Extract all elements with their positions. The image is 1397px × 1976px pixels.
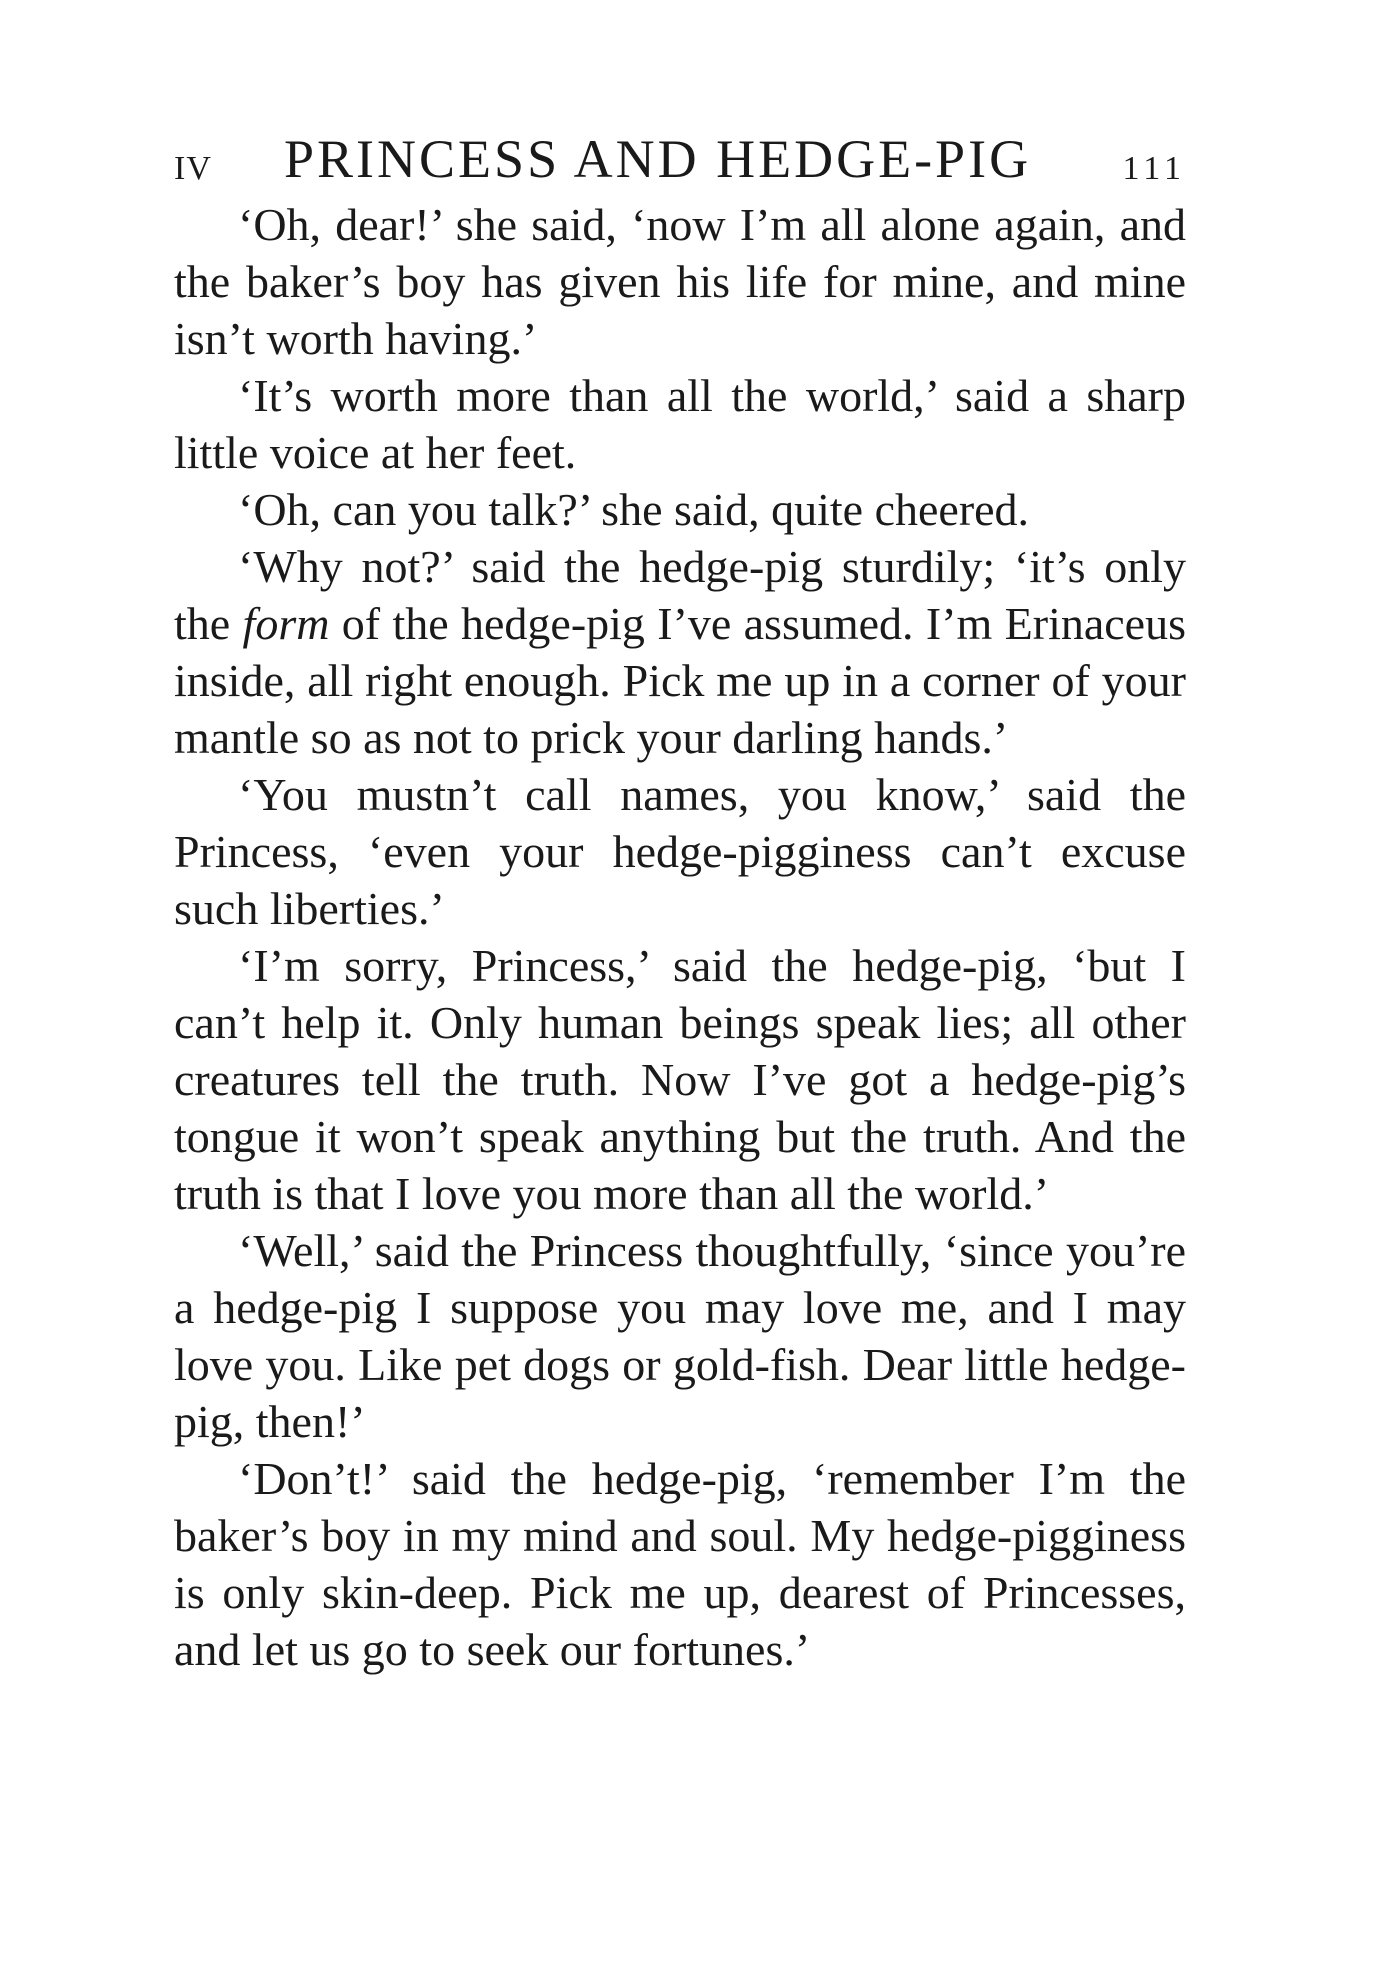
paragraph: ‘Why not?’ said the hedge-pig sturdily; ‘it’s only the form of the hedge-pig I’ve assumed. I’m Erinaceus inside, all right enough. Pick me up in a corner of your mantle so as not to prick your darling hands.’ (174, 541, 1187, 763)
paragraph: ‘You mustn’t call names, you know,’ said the Princess, ‘even your hedge-pigginess can’t excuse such liberties.’ (174, 769, 1186, 934)
chapter-number: IV (174, 150, 212, 187)
book-page (174, 128, 1186, 1678)
paragraph: ‘Oh, can you talk?’ she said, quite cheered. (238, 484, 1030, 535)
running-title: PRINCESS AND HEDGE-PIG (284, 129, 1032, 189)
body-text (174, 196, 1186, 1678)
page-header (174, 128, 1186, 190)
paragraph: ‘It’s worth more than all the world,’ said a sharp little voice at her feet. (174, 370, 1186, 478)
paragraph: ‘Don’t!’ said the hedge-pig, ‘remember I’m the baker’s boy in my mind and soul. My hedge-pigginess is only skin-deep. Pick me up, dearest of Princesses, and let us go to seek our fortunes.’ (174, 1453, 1186, 1675)
paragraph: ‘I’m sorry, Princess,’ said the hedge-pig, ‘but I can’t help it. Only human beings speak lies; all other creatures tell the truth. Now I’ve got a hedge-pig’s tongue it won’t speak anything but the truth. And the truth is that I love you more than all the world.’ (174, 940, 1186, 1219)
paragraph: ‘Well,’ said the Princess thoughtfully, ‘since you’re a hedge-pig I suppose you may love me, and I may love you. Like pet dogs or gold-fish. Dear little hedge-pig, then!’ (174, 1225, 1186, 1447)
paragraph: ‘Oh, dear!’ she said, ‘now I’m all alone again, and the baker’s boy has given his life for mine, and mine isn’t worth having.’ (174, 199, 1186, 364)
italic-word: form (242, 598, 330, 649)
page-number: 111 (1122, 150, 1186, 187)
